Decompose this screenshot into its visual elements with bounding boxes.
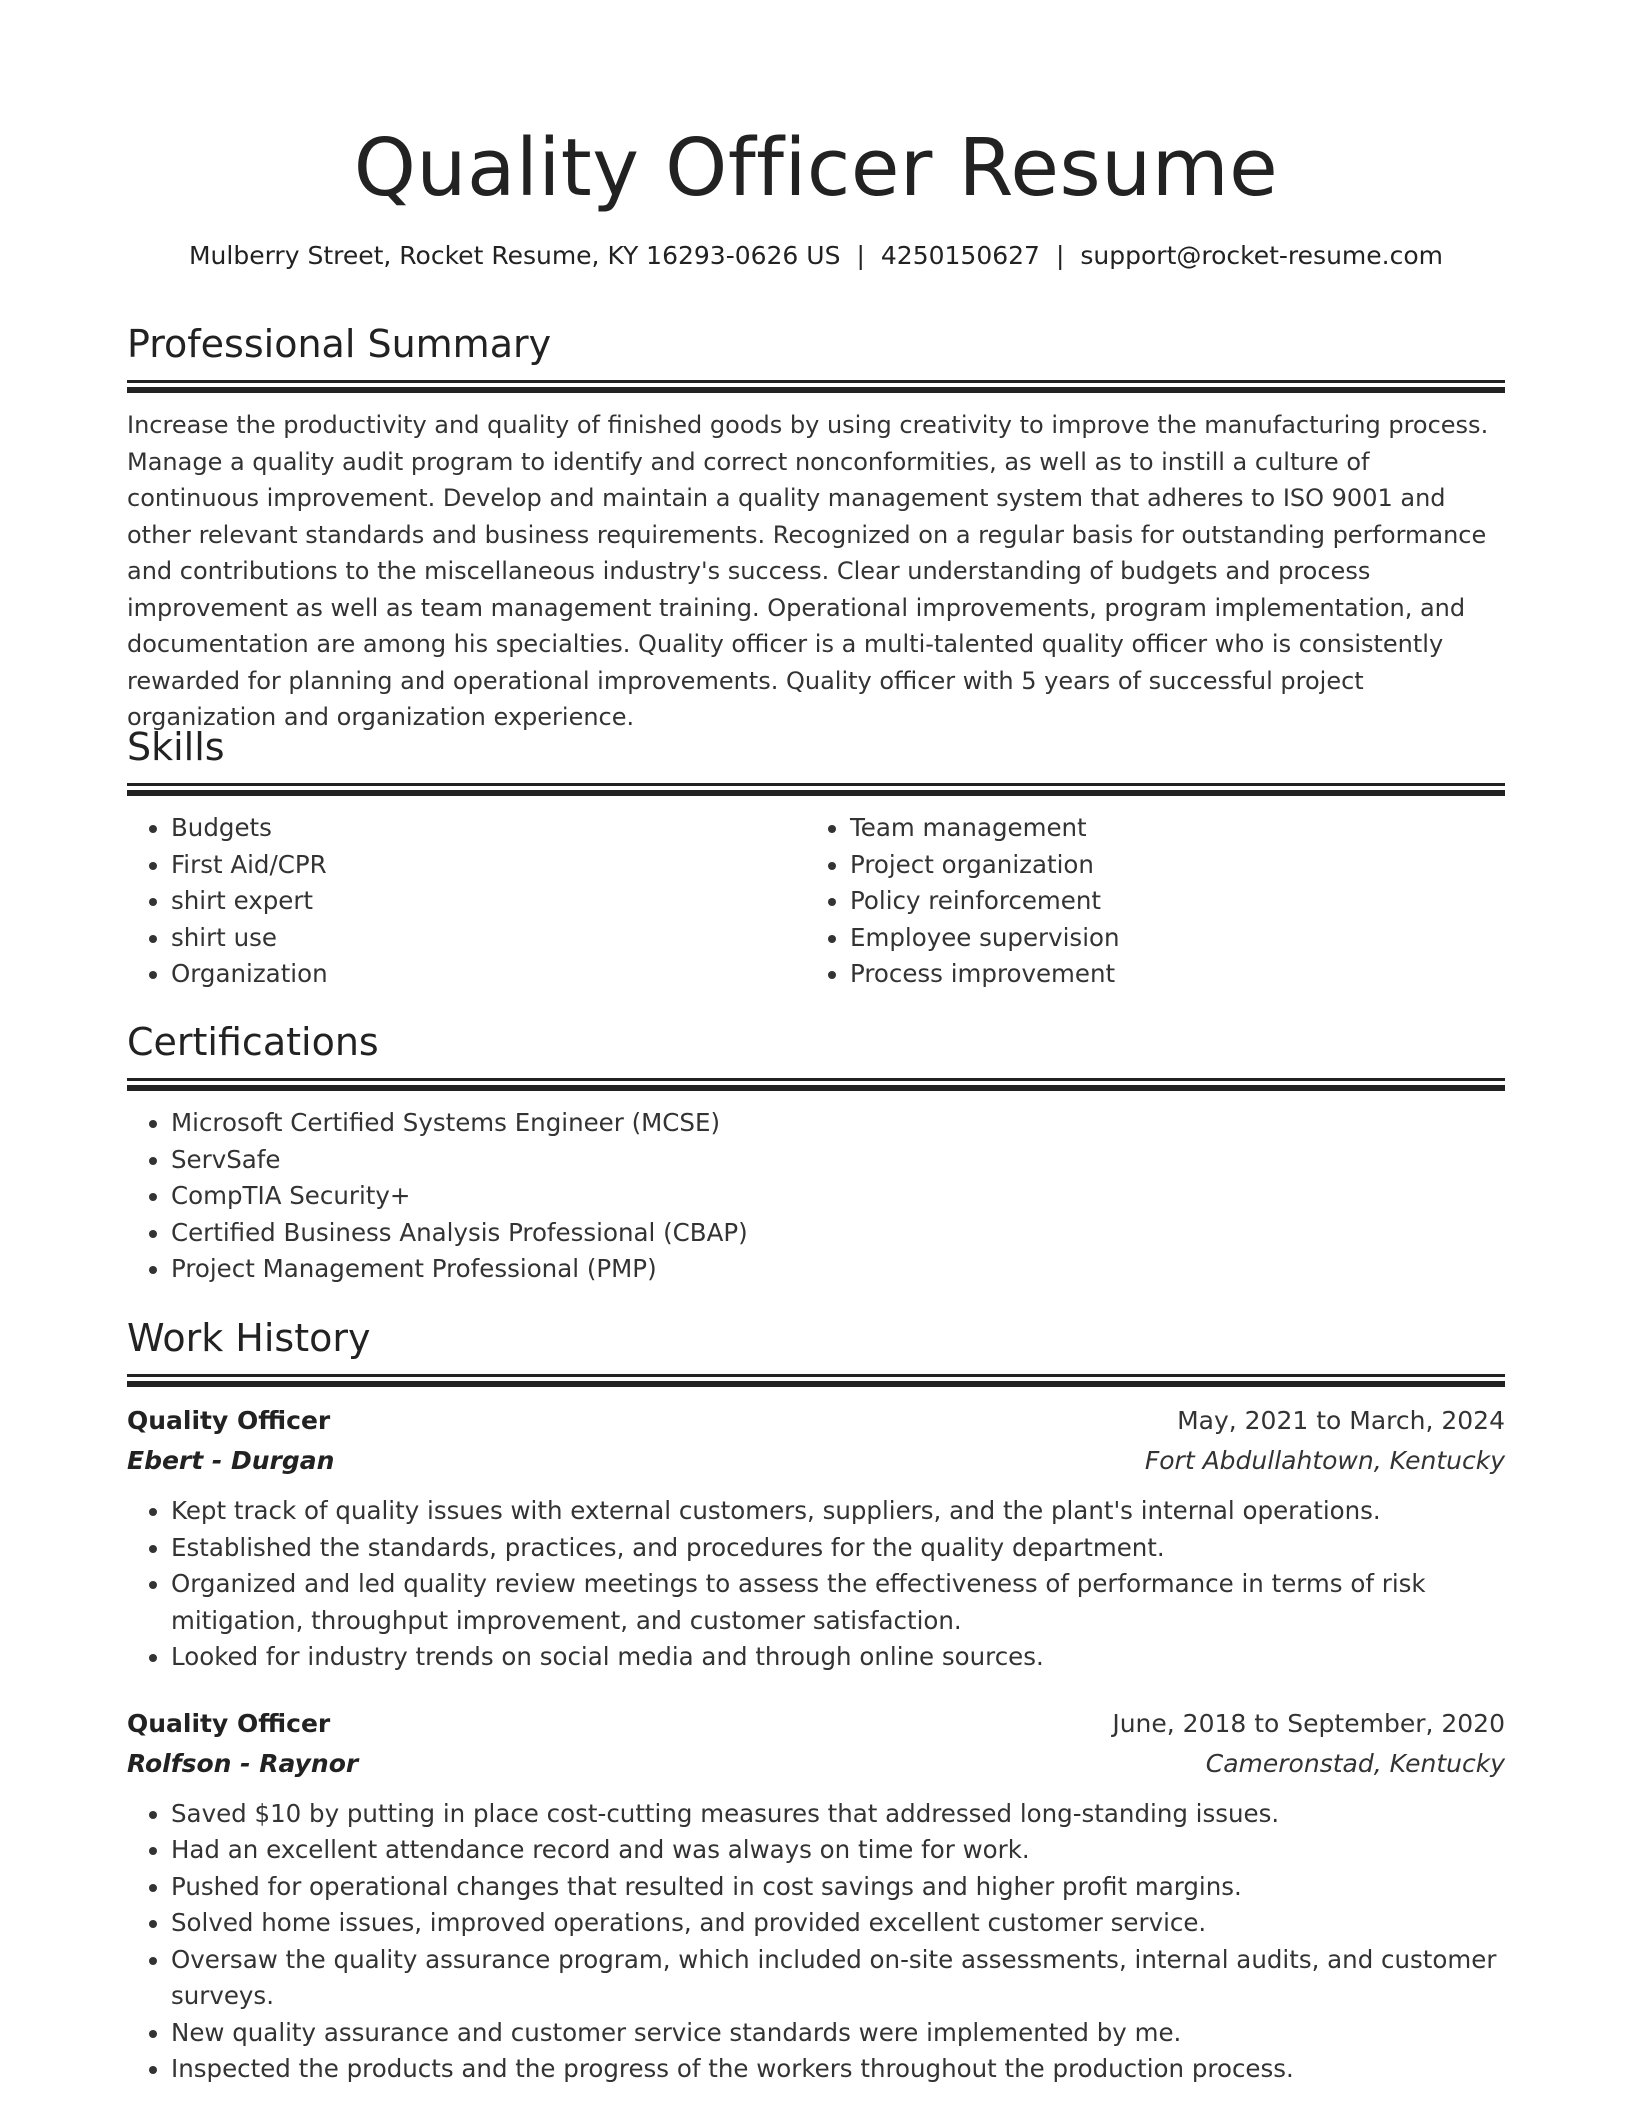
resume-title: Quality Officer Resume — [353, 122, 1279, 214]
skill-item: • shirt use — [171, 920, 806, 957]
job-bullet: • Looked for industry trends on social media and through online sources. — [171, 1639, 1505, 1676]
skills-list-right — [806, 810, 1485, 993]
job-bullets — [127, 1796, 1505, 2088]
certification-item: • Microsoft Certified Systems Engineer (MCSE) — [171, 1105, 1505, 1142]
job-company: Rolfson - Raynor — [127, 1748, 359, 1778]
job-bullets — [127, 1493, 1505, 1676]
section-divider — [127, 1078, 1505, 1081]
skill-item: • Policy reinforcement — [850, 883, 1485, 920]
contact-separator: | — [856, 241, 865, 270]
contact-email: support@rocket-resume.com — [1080, 241, 1443, 270]
certification-item: • Project Management Professional (PMP) — [171, 1251, 1505, 1288]
certifications-heading: Certifications — [127, 1020, 379, 1064]
job-dates: June, 2018 to September, 2020 — [1112, 1708, 1505, 1738]
job-bullet: • Solved home issues, improved operations, and provided excellent customer service. — [171, 1905, 1505, 1942]
skills-columns — [127, 810, 1505, 993]
summary-section — [127, 318, 1505, 736]
skill-item: • Team management — [850, 810, 1485, 847]
section-divider-thick — [127, 1381, 1505, 1387]
skill-item: • shirt expert — [171, 883, 806, 920]
summary-heading: Professional Summary — [127, 322, 552, 366]
job-bullet: • Saved $10 by putting in place cost-cutting measures that addressed long-standing issues. — [171, 1796, 1505, 1833]
certification-item: • CompTIA Security+ — [171, 1178, 1505, 1215]
job-header-row — [127, 1401, 1505, 1441]
skill-item: • Employee supervision — [850, 920, 1485, 957]
job-entry — [127, 1401, 1505, 1676]
skills-list-left — [127, 810, 806, 993]
job-entry — [127, 1704, 1505, 2088]
certifications-list — [127, 1105, 1505, 1288]
skills-section — [127, 721, 1505, 993]
certifications-section — [127, 1016, 1505, 1288]
certification-item: • ServSafe — [171, 1142, 1505, 1179]
contact-separator: | — [1055, 241, 1065, 270]
job-subheader-row — [127, 1744, 1505, 1784]
job-header-row — [127, 1704, 1505, 1744]
section-divider-thick — [127, 790, 1505, 796]
contact-phone: 4250150627 — [880, 241, 1040, 270]
job-bullet: • Had an excellent attendance record and was always on time for work. — [171, 1832, 1505, 1869]
section-divider — [127, 783, 1505, 786]
skill-item: • Budgets — [171, 810, 806, 847]
job-bullet: • New quality assurance and customer service standards were implemented by me. — [171, 2015, 1505, 2052]
job-bullet: • Oversaw the quality assurance program, which included on-site assessments, internal audits, and customer surveys. — [171, 1942, 1505, 2015]
section-divider-thick — [127, 1085, 1505, 1091]
job-bullet: • Organized and led quality review meetings to assess the effectiveness of performance in terms of risk mitigation, throughput improvement, and customer satisfaction. — [171, 1566, 1505, 1639]
contact-address: Mulberry Street, Rocket Resume, KY 16293-0626 US — [188, 241, 841, 270]
section-divider — [127, 380, 1505, 383]
job-bullet: • Kept track of quality issues with external customers, suppliers, and the plant's internal operations. — [171, 1493, 1505, 1530]
job-title: Quality Officer — [127, 1708, 331, 1738]
job-location: Cameronstad, Kentucky — [1205, 1748, 1505, 1778]
job-title: Quality Officer — [127, 1406, 331, 1435]
section-divider-thick — [127, 387, 1505, 393]
job-bullet: • Pushed for operational changes that resulted in cost savings and higher profit margins. — [171, 1869, 1505, 1906]
contact-line — [127, 238, 1505, 274]
summary-text: Increase the productivity and quality of finished goods by using creativity to improve the manufacturing process. Manage a quality audit program to identify and correct nonconformities, as well as to instill a culture of continuous improvement. Develop and maintain a quality management system that adheres to ISO 9001 and other relevant standards and business requirements. Recognized on a regular basis for outstanding performance and contributions to the miscellaneous industry's success. Clear understanding of budgets and process improvement as well as team management training. Operational improvements, program implementation, and documentation are among his specialties. Quality officer is a multi-talented quality officer who is consistently rewarded for planning and operational improvements. Quality officer with 5 years of successful project organization and organization experience. — [127, 411, 1489, 731]
job-company: Ebert - Durgan — [127, 1446, 335, 1475]
job-bullet: • Inspected the products and the progress of the workers throughout the production process. — [171, 2051, 1505, 2088]
work-history-section — [127, 1312, 1505, 2088]
job-subheader-row — [127, 1441, 1505, 1481]
skill-item: • Organization — [171, 956, 806, 993]
skill-item: • Process improvement — [850, 956, 1485, 993]
certification-item: • Certified Business Analysis Professional (CBAP) — [171, 1215, 1505, 1252]
job-bullet: • Established the standards, practices, and procedures for the quality department. — [171, 1530, 1505, 1567]
job-location: Fort Abdullahtown, Kentucky — [1144, 1446, 1505, 1475]
skills-heading: Skills — [127, 725, 225, 769]
section-divider — [127, 1374, 1505, 1377]
skill-item: • First Aid/CPR — [171, 847, 806, 884]
work-history-heading: Work History — [127, 1316, 371, 1360]
skill-item: • Project organization — [850, 847, 1485, 884]
job-dates: May, 2021 to March, 2024 — [1177, 1406, 1505, 1435]
